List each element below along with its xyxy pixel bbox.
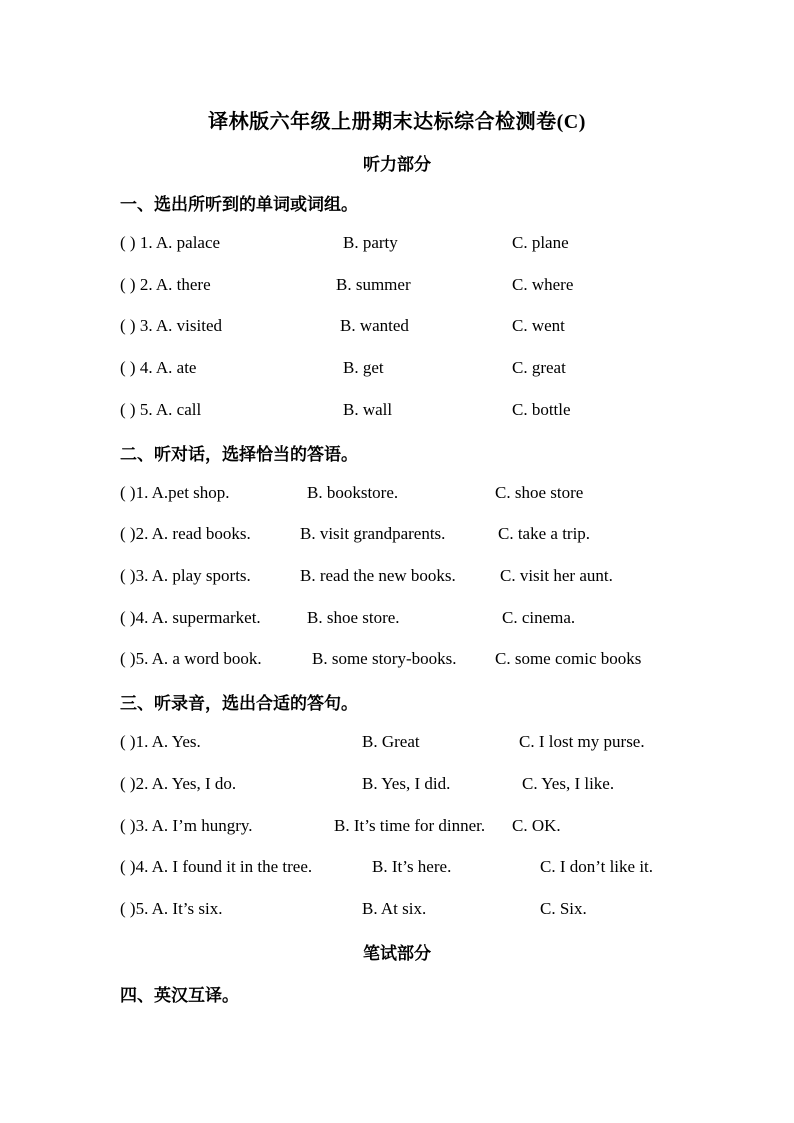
question-option-a: ( ) 3. A. visited bbox=[120, 316, 222, 335]
section-4-heading: 四、英汉互译。 bbox=[120, 986, 239, 1005]
question-option-a: ( ) 2. A. there bbox=[120, 275, 211, 294]
question-row bbox=[120, 730, 700, 754]
question-option-c: C. Yes, I like. bbox=[522, 774, 615, 793]
question-option-a: ( )3. A. I’m hungry. bbox=[120, 816, 253, 835]
question-row bbox=[120, 522, 700, 546]
section-2-heading: 二、听对话，选择恰当的答语。 bbox=[120, 445, 358, 464]
question-option-a: ( )1. A.pet shop. bbox=[120, 483, 230, 502]
question-option-c: C. great bbox=[512, 358, 566, 377]
question-option-a: ( )5. A. a word book. bbox=[120, 649, 262, 668]
question-option-c: C. shoe store bbox=[495, 483, 584, 502]
question-row bbox=[120, 481, 700, 505]
question-option-a: ( )4. A. I found it in the tree. bbox=[120, 857, 313, 876]
question-option-b: B. read the new books. bbox=[300, 566, 456, 585]
question-option-b: B. wall bbox=[343, 400, 393, 419]
question-option-c: C. cinema. bbox=[502, 608, 576, 627]
question-option-c: C. where bbox=[512, 275, 574, 294]
question-option-a: ( )5. A. It’s six. bbox=[120, 899, 223, 918]
question-option-c: C. I don’t like it. bbox=[540, 857, 654, 876]
question-option-b: B. shoe store. bbox=[307, 608, 400, 627]
question-option-a: ( )1. A. Yes. bbox=[120, 732, 201, 751]
question-row bbox=[120, 606, 700, 630]
question-option-b: B. It’s here. bbox=[372, 857, 452, 876]
question-row bbox=[120, 772, 700, 796]
question-row bbox=[120, 855, 700, 879]
question-option-b: B. some story-books. bbox=[312, 649, 457, 668]
question-row bbox=[120, 814, 700, 838]
question-option-c: C. plane bbox=[512, 233, 569, 252]
question-option-b: B. Yes, I did. bbox=[362, 774, 451, 793]
question-option-a: ( )2. A. read books. bbox=[120, 524, 251, 543]
question-row bbox=[120, 273, 700, 297]
question-option-c: C. OK. bbox=[512, 816, 561, 835]
listening-part-title: 听力部分 bbox=[363, 155, 431, 174]
question-option-b: B. visit grandparents. bbox=[300, 524, 446, 543]
question-option-a: ( ) 5. A. call bbox=[120, 400, 202, 419]
question-option-a: ( )2. A. Yes, I do. bbox=[120, 774, 237, 793]
question-row bbox=[120, 564, 700, 588]
question-option-a: ( )4. A. supermarket. bbox=[120, 608, 261, 627]
question-row bbox=[120, 897, 700, 921]
question-option-b: B. At six. bbox=[362, 899, 427, 918]
question-row bbox=[120, 231, 700, 255]
question-row bbox=[120, 314, 700, 338]
question-option-c: C. take a trip. bbox=[498, 524, 591, 543]
question-option-b: B. wanted bbox=[340, 316, 409, 335]
page-title: 译林版六年级上册期末达标综合检测卷(C) bbox=[208, 111, 586, 133]
question-row bbox=[120, 647, 700, 671]
question-option-a: ( ) 4. A. ate bbox=[120, 358, 197, 377]
question-option-c: C. some comic books bbox=[495, 649, 642, 668]
question-row bbox=[120, 356, 700, 380]
question-option-a: ( ) 1. A. palace bbox=[120, 233, 221, 252]
section-1-heading: 一、选出所听到的单词或词组。 bbox=[120, 195, 358, 214]
section-3-heading: 三、听录音，选出合适的答句。 bbox=[120, 694, 358, 713]
question-option-b: B. bookstore. bbox=[307, 483, 399, 502]
question-option-c: C. bottle bbox=[512, 400, 571, 419]
question-option-b: B. summer bbox=[336, 275, 411, 294]
question-option-b: B. party bbox=[343, 233, 398, 252]
question-option-c: C. Six. bbox=[540, 899, 587, 918]
question-option-c: C. went bbox=[512, 316, 565, 335]
question-option-b: B. Great bbox=[362, 732, 420, 751]
question-option-c: C. visit her aunt. bbox=[500, 566, 613, 585]
question-option-b: B. get bbox=[343, 358, 384, 377]
question-option-a: ( )3. A. play sports. bbox=[120, 566, 251, 585]
question-option-c: C. I lost my purse. bbox=[519, 732, 645, 751]
question-option-b: B. It’s time for dinner. bbox=[334, 816, 486, 835]
question-row bbox=[120, 398, 700, 422]
writing-part-title: 笔试部分 bbox=[363, 944, 431, 963]
